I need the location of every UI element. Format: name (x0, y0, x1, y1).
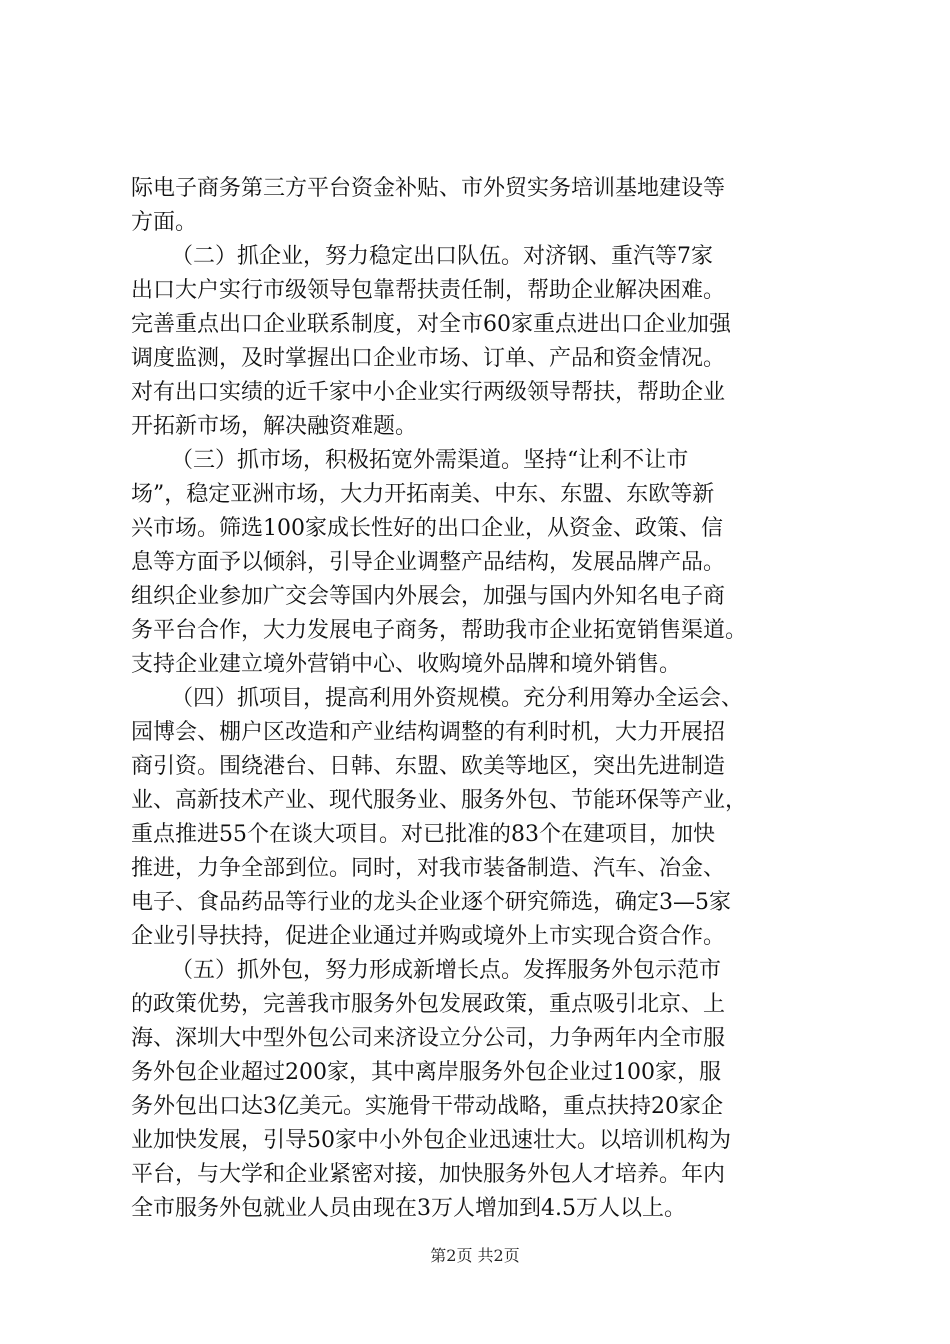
text-line: 场”，稳定亚洲市场，大力开拓南美、中东、东盟、东欧等新 (131, 482, 715, 507)
text-line: 推进，力争全部到位。同时，对我市装备制造、汽车、冶金、 (131, 856, 726, 881)
text-line: 组织企业参加广交会等国内外展会，加强与国内外知名电子商 (131, 584, 726, 609)
paragraph-start-line: （二）抓企业，努力稳定出口队伍。对济钢、重汽等7家 (171, 244, 713, 269)
text-line: 调度监测，及时掌握出口企业市场、订单、产品和资金情况。 (131, 346, 726, 371)
text-line: 务外包出口达3亿美元。实施骨干带动战略，重点扶持20家企 (131, 1094, 723, 1119)
text-line: 务平台合作，大力发展电子商务，帮助我市企业拓宽销售渠道。 (131, 618, 748, 643)
text-line: 平台，与大学和企业紧密对接，加快服务外包人才培养。年内 (131, 1162, 726, 1187)
paragraph-start-line: （三）抓市场，积极拓宽外需渠道。坚持“让利不让市 (171, 448, 689, 473)
text-line: 务外包企业超过200家，其中离岸服务外包企业过100家，服 (131, 1060, 721, 1085)
text-line: 的政策优势，完善我市服务外包发展政策，重点吸引北京、上 (131, 992, 726, 1017)
text-line: 出口大户实行市级领导包靠帮扶责任制，帮助企业解决困难。 (131, 278, 726, 303)
text-line: 园博会、棚户区改造和产业结构调整的有利时机，大力开展招 (131, 720, 726, 745)
text-line: 商引资。围绕港台、日韩、东盟、欧美等地区，突出先进制造 (131, 754, 726, 779)
text-line: 息等方面予以倾斜，引导企业调整产品结构，发展品牌产品。 (131, 550, 726, 575)
page-number-footer: 第2页 共2页 (430, 1246, 520, 1265)
paragraph-start-line: （四）抓项目，提高利用外资规模。充分利用筹办全运会、 (171, 686, 744, 711)
text-line: 际电子商务第三方平台资金补贴、市外贸实务培训基地建设等 (131, 176, 726, 201)
text-line: 重点推进55个在谈大项目。对已批准的83个在建项目，加快 (131, 822, 715, 847)
text-line: 海、深圳大中型外包公司来济设立分公司，力争两年内全市服 (131, 1026, 726, 1051)
text-line: 业、高新技术产业、现代服务业、服务外包、节能环保等产业， (131, 788, 748, 813)
document-body (131, 172, 831, 1226)
text-line: 方面。 (131, 210, 198, 235)
text-line: 业加快发展，引导50家中小外包企业迅速壮大。以培训机构为 (131, 1128, 731, 1153)
text-line: 开拓新市场，解决融资难题。 (131, 414, 418, 439)
text-line: 企业引导扶持，促进企业通过并购或境外上市实现合资合作。 (131, 924, 726, 949)
text-line: 全市服务外包就业人员由现在3万人增加到4.5万人以上。 (131, 1196, 686, 1221)
text-line: 完善重点出口企业联系制度，对全市60家重点进出口企业加强 (131, 312, 731, 337)
paragraph-start-line: （五）抓外包，努力形成新增长点。发挥服务外包示范市 (171, 958, 722, 983)
text-line: 对有出口实绩的近千家中小企业实行两级领导帮扶，帮助企业 (131, 380, 726, 405)
text-line: 电子、食品药品等行业的龙头企业逐个研究筛选，确定3—5家 (131, 890, 731, 915)
text-line: 支持企业建立境外营销中心、收购境外品牌和境外销售。 (131, 652, 682, 677)
text-line: 兴市场。筛选100家成长性好的出口企业，从资金、政策、信 (131, 516, 723, 541)
